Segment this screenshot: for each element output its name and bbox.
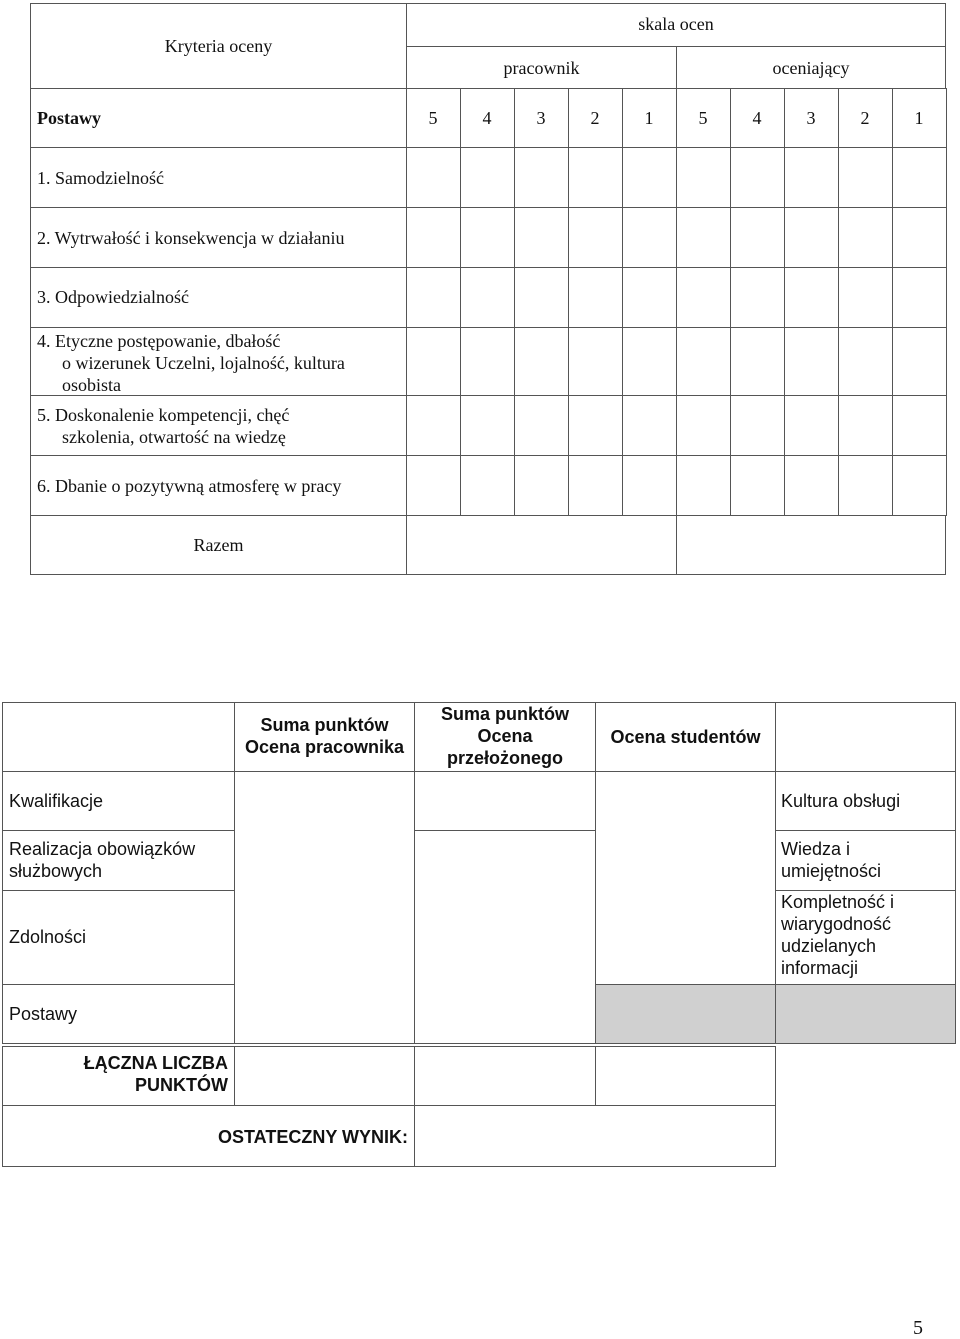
- score-cell[interactable]: [730, 395, 785, 456]
- score-cell[interactable]: [514, 147, 569, 208]
- student-rating-header: Ocena studentów: [610, 727, 761, 747]
- score-cell[interactable]: [730, 455, 785, 516]
- supervisor-points-header: Suma punktów Ocena przełożonego: [440, 704, 569, 768]
- score-cell[interactable]: [784, 395, 839, 456]
- score-cell[interactable]: [838, 147, 893, 208]
- score-cell[interactable]: [460, 455, 515, 516]
- supervisor-points-cell-1: [414, 771, 596, 831]
- score-cell[interactable]: [514, 267, 569, 328]
- duties-label: Realizacja obowiązków służbowych: [9, 839, 196, 881]
- score-cell[interactable]: [838, 207, 893, 268]
- scale-value: 3: [806, 108, 816, 128]
- scale-value: 1: [644, 108, 654, 128]
- final-result-label: OSTATECZNY WYNIK:: [218, 1127, 408, 1147]
- section-label: Postawy: [37, 108, 101, 128]
- score-cell[interactable]: [784, 327, 839, 396]
- score-cell[interactable]: [892, 147, 947, 208]
- score-cell[interactable]: [730, 207, 785, 268]
- score-cell[interactable]: [892, 207, 947, 268]
- score-cell[interactable]: [892, 327, 947, 396]
- employee-total-cell: [406, 515, 677, 575]
- score-cell[interactable]: [460, 267, 515, 328]
- score-cell[interactable]: [730, 147, 785, 208]
- score-cell[interactable]: [622, 327, 677, 396]
- total-points-label: ŁĄCZNA LICZBA PUNKTÓW: [83, 1053, 228, 1095]
- score-cell[interactable]: [784, 455, 839, 516]
- score-cell[interactable]: [406, 395, 461, 456]
- score-cell[interactable]: [622, 395, 677, 456]
- score-cell[interactable]: [676, 267, 731, 328]
- total-points-employee-cell: [234, 1046, 415, 1106]
- score-cell[interactable]: [406, 207, 461, 268]
- score-cell[interactable]: [676, 455, 731, 516]
- final-result-value-cell: [414, 1105, 776, 1167]
- total-points-students-cell: [595, 1046, 776, 1106]
- score-cell[interactable]: [622, 147, 677, 208]
- scale-value: 2: [590, 108, 600, 128]
- total-label: Razem: [193, 535, 244, 555]
- qualifications-label: Kwalifikacje: [9, 791, 104, 811]
- employee-header: pracownik: [503, 58, 580, 78]
- score-cell[interactable]: [406, 327, 461, 396]
- student-rating-cell: [595, 771, 776, 985]
- score-cell[interactable]: [676, 147, 731, 208]
- score-cell[interactable]: [406, 147, 461, 208]
- scale-value: 3: [536, 108, 546, 128]
- score-cell[interactable]: [892, 455, 947, 516]
- score-cell[interactable]: [892, 267, 947, 328]
- score-cell[interactable]: [568, 395, 623, 456]
- scale-value: 5: [428, 108, 438, 128]
- score-cell[interactable]: [838, 395, 893, 456]
- total-points-supervisor-cell: [414, 1046, 596, 1106]
- scale-value: 4: [482, 108, 492, 128]
- score-cell[interactable]: [406, 267, 461, 328]
- criteria-label: 5. Doskonalenie kompetencji, chęć szkolenia, otwartość na wiedzę: [37, 405, 290, 447]
- score-cell[interactable]: [838, 455, 893, 516]
- criteria-label: 6. Dbanie o pozytywną atmosferę w pracy: [37, 476, 342, 496]
- supervisor-points-cell-2: [414, 830, 596, 1044]
- scale-value: 5: [698, 108, 708, 128]
- assessor-total-cell: [676, 515, 946, 575]
- score-cell[interactable]: [406, 455, 461, 516]
- score-cell[interactable]: [730, 327, 785, 396]
- score-cell[interactable]: [622, 267, 677, 328]
- criteria-label: 2. Wytrwałość i konsekwencja w działaniu: [37, 228, 345, 248]
- employee-points-header: Suma punktów Ocena pracownika: [244, 715, 405, 757]
- right-shaded-cell: [775, 984, 956, 1044]
- scale-value: 2: [860, 108, 870, 128]
- service-culture-label: Kultura obsługi: [781, 791, 901, 811]
- score-cell[interactable]: [568, 267, 623, 328]
- score-cell[interactable]: [622, 455, 677, 516]
- abilities-label: Zdolności: [9, 927, 87, 947]
- criteria-header: Kryteria oceny: [164, 36, 273, 56]
- score-cell[interactable]: [568, 207, 623, 268]
- score-cell[interactable]: [622, 207, 677, 268]
- score-cell[interactable]: [460, 147, 515, 208]
- page-number: 5: [913, 1317, 923, 1339]
- score-cell[interactable]: [784, 147, 839, 208]
- score-cell[interactable]: [730, 267, 785, 328]
- score-cell[interactable]: [460, 207, 515, 268]
- scale-header: skala ocen: [638, 14, 714, 34]
- score-cell[interactable]: [784, 267, 839, 328]
- scale-value: 4: [752, 108, 762, 128]
- score-cell[interactable]: [676, 327, 731, 396]
- score-cell[interactable]: [514, 395, 569, 456]
- student-rating-shaded-cell: [595, 984, 776, 1044]
- knowledge-label: Wiedza i umiejętności: [781, 839, 882, 881]
- score-cell[interactable]: [676, 395, 731, 456]
- score-cell[interactable]: [784, 207, 839, 268]
- empty-header-cell: [2, 702, 235, 772]
- score-cell[interactable]: [514, 455, 569, 516]
- score-cell[interactable]: [838, 267, 893, 328]
- score-cell[interactable]: [460, 327, 515, 396]
- score-cell[interactable]: [676, 207, 731, 268]
- score-cell[interactable]: [514, 207, 569, 268]
- completeness-label: Kompletność i wiarygodność udzielanych informacji: [781, 892, 895, 978]
- criteria-label: 4. Etyczne postępowanie, dbałość o wizerunek Uczelni, lojalność, kultura osobista: [37, 331, 345, 395]
- score-cell[interactable]: [514, 327, 569, 396]
- score-cell[interactable]: [568, 455, 623, 516]
- score-cell[interactable]: [460, 395, 515, 456]
- score-cell[interactable]: [892, 395, 947, 456]
- criteria-label: 1. Samodzielność: [37, 168, 164, 188]
- criteria-label: 3. Odpowiedzialność: [37, 287, 189, 307]
- assessor-header: oceniający: [772, 58, 850, 78]
- attitudes-label: Postawy: [9, 1004, 78, 1024]
- score-cell[interactable]: [568, 147, 623, 208]
- scale-value: 1: [914, 108, 924, 128]
- criteria-header-cell-right: [775, 702, 956, 772]
- score-cell[interactable]: [568, 327, 623, 396]
- employee-points-cell: [234, 771, 415, 1044]
- score-cell[interactable]: [838, 327, 893, 396]
